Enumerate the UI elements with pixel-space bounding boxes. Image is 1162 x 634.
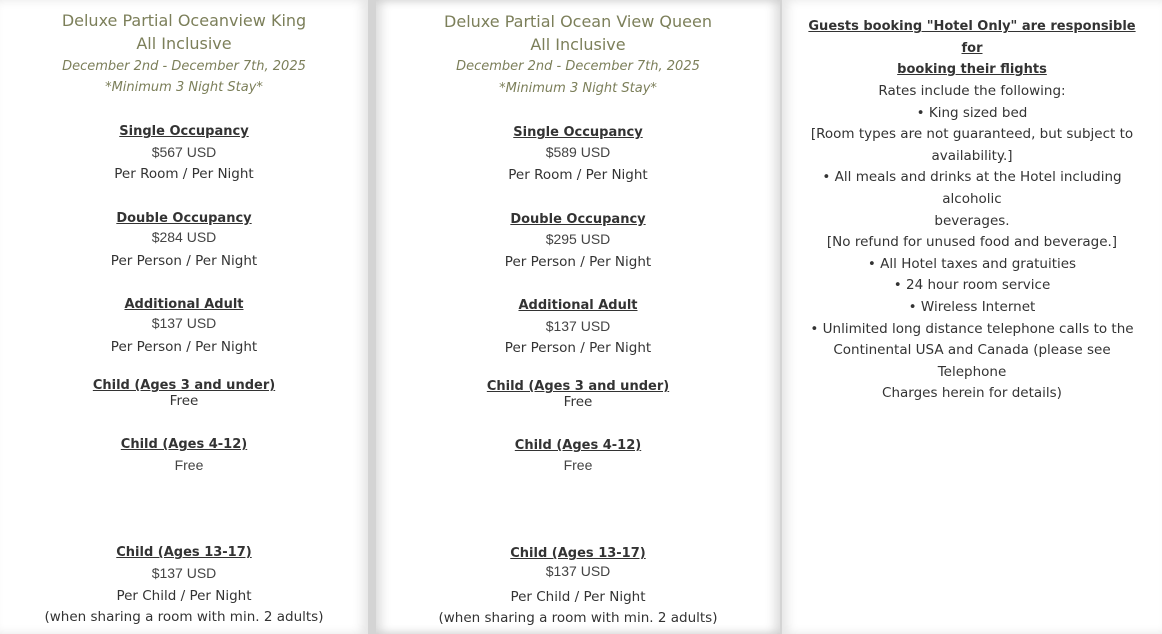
inclusion-item: • Wireless Internet (908, 298, 1036, 315)
single-occupancy-price: $567 USD (151, 144, 217, 160)
child-under-3-price: Free (169, 393, 199, 409)
child-under-3-label: Child (Ages 3 and under) (486, 379, 670, 394)
inclusion-item: availability.] (931, 147, 1013, 164)
room-rate-card-queen (376, 0, 780, 634)
room-subtitle: All Inclusive (136, 34, 232, 53)
room-rate-card-king (0, 0, 368, 634)
child-under-3-price: Free (563, 394, 593, 410)
child-13-17-price: $137 USD (545, 563, 611, 579)
additional-adult-label: Additional Adult (518, 298, 638, 313)
column-divider (368, 0, 376, 634)
stay-dates: December 2nd - December 7th, 2025 (456, 59, 700, 74)
additional-adult-price: $137 USD (545, 318, 611, 334)
hotel-only-notice (798, 16, 1146, 81)
single-occupancy-label: Single Occupancy (119, 124, 249, 139)
minimum-stay: *Minimum 3 Night Stay* (499, 81, 657, 96)
additional-adult-price: $137 USD (151, 315, 217, 331)
inclusion-item: • Unlimited long distance telephone calls to the (810, 320, 1134, 337)
inclusion-item: Continental USA and Canada (please see Telephone (833, 342, 1111, 380)
inclusion-item: [No refund for unused food and beverage.] (826, 234, 1118, 251)
double-occupancy-basis: Per Person / Per Night (110, 253, 258, 269)
room-title: Deluxe Partial Ocean View Queen (444, 12, 712, 31)
inclusion-item: [Room types are not guaranteed, but subject to (810, 126, 1134, 143)
single-occupancy-price: $589 USD (545, 144, 611, 160)
double-occupancy-price: $284 USD (151, 229, 217, 245)
child-13-17-note: (when sharing a room with min. 2 adults) (438, 610, 718, 626)
additional-adult-basis: Per Person / Per Night (504, 340, 652, 356)
additional-adult-label: Additional Adult (124, 297, 244, 312)
child-4-12-label: Child (Ages 4-12) (120, 437, 248, 452)
double-occupancy-label: Double Occupancy (510, 212, 646, 227)
double-occupancy-label: Double Occupancy (116, 211, 252, 226)
double-occupancy-basis: Per Person / Per Night (504, 254, 652, 270)
child-4-12-price: Free (174, 457, 204, 473)
inclusions-intro: Rates include the following: (878, 83, 1066, 99)
single-occupancy-label: Single Occupancy (513, 125, 643, 140)
minimum-stay: *Minimum 3 Night Stay* (105, 80, 263, 95)
rate-inclusions-panel (782, 0, 1162, 634)
child-13-17-note: (when sharing a room with min. 2 adults) (44, 609, 324, 625)
inclusion-item: beverages. (934, 212, 1010, 229)
child-13-17-label: Child (Ages 13-17) (116, 545, 252, 560)
stay-dates: December 2nd - December 7th, 2025 (62, 59, 306, 74)
notice-heading-line-2: booking their flights (897, 62, 1047, 78)
inclusions-list (798, 81, 1146, 405)
additional-adult-basis: Per Person / Per Night (110, 339, 258, 355)
single-occupancy-basis: Per Room / Per Night (508, 167, 648, 183)
inclusion-item: • King sized bed (916, 104, 1028, 121)
inclusion-item: • All Hotel taxes and gratuities (867, 255, 1077, 272)
child-13-17-basis: Per Child / Per Night (510, 589, 646, 605)
room-subtitle: All Inclusive (530, 35, 626, 54)
notice-heading-line-1: Guests booking "Hotel Only" are responsible for (808, 19, 1136, 56)
inclusion-item: • All meals and drinks at the Hotel including alcoholic (822, 169, 1122, 207)
room-title: Deluxe Partial Oceanview King (61, 11, 307, 30)
single-occupancy-basis: Per Room / Per Night (114, 166, 254, 182)
inclusion-item: • 24 hour room service (893, 277, 1051, 294)
child-under-3-label: Child (Ages 3 and under) (92, 378, 276, 393)
child-4-12-label: Child (Ages 4-12) (514, 438, 642, 453)
child-4-12-price: Free (563, 457, 593, 473)
inclusion-item: Charges herein for details) (882, 385, 1062, 402)
child-13-17-price: $137 USD (151, 565, 217, 581)
double-occupancy-price: $295 USD (545, 231, 611, 247)
child-13-17-basis: Per Child / Per Night (116, 588, 252, 604)
child-13-17-label: Child (Ages 13-17) (510, 546, 646, 561)
